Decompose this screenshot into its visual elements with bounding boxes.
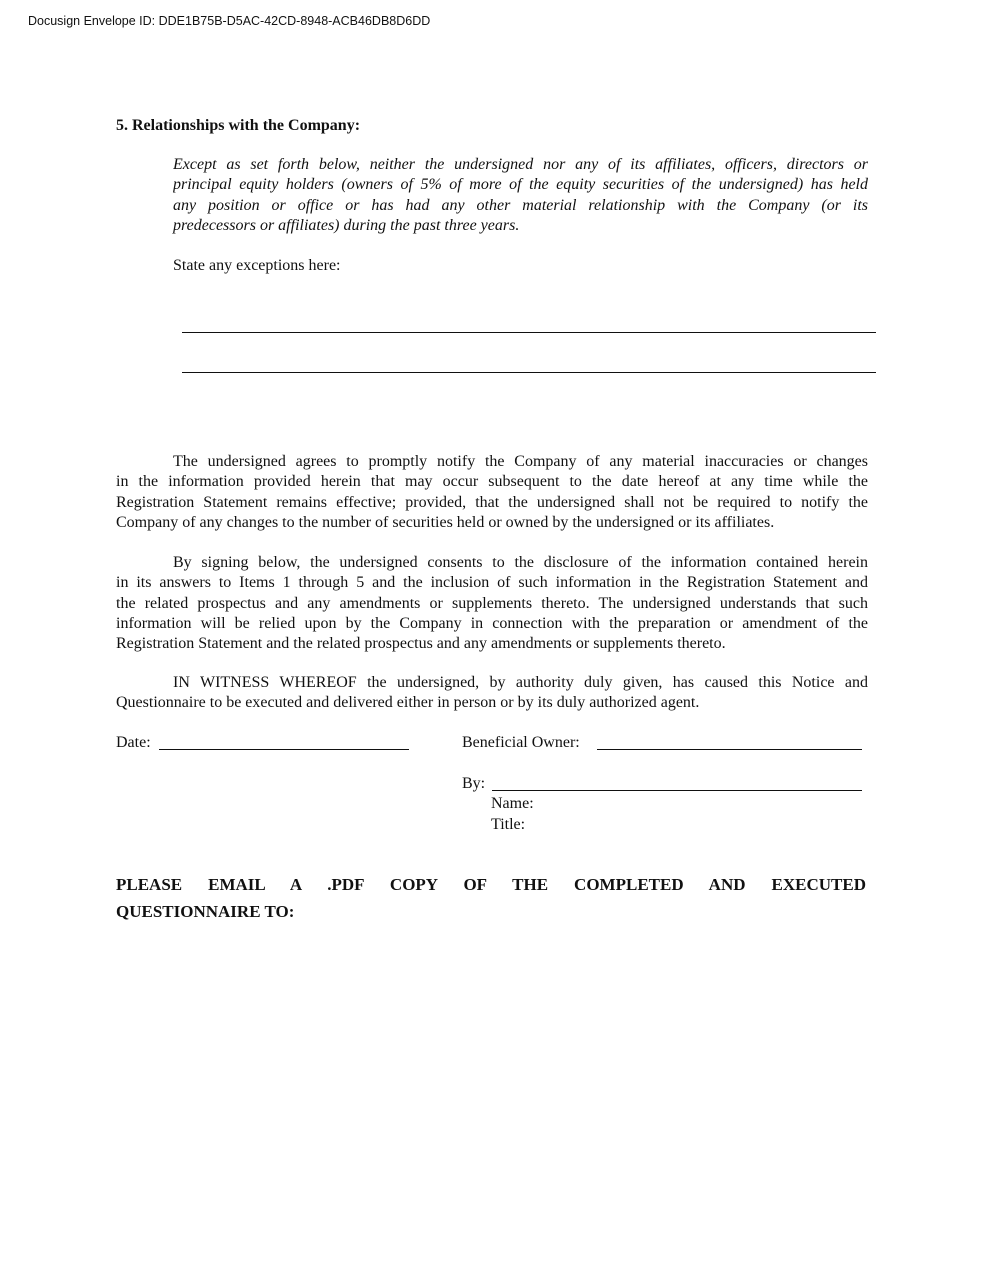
section-heading: 5. Relationships with the Company:: [116, 117, 361, 134]
paragraph-line: Company of any changes to the number of securities held or owned by the undersigned or its affiliates.: [116, 513, 775, 531]
statement-line: Except as set forth below, neither the undersigned nor any of its affiliates, officers, directors or: [173, 156, 868, 173]
exceptions-line-2[interactable]: [182, 372, 876, 373]
signature-field[interactable]: [492, 790, 862, 791]
beneficial-owner-label: Beneficial Owner:: [462, 734, 580, 751]
paragraph-line: Registration Statement remains effective; provided, that the undersigned shall not be required to notify the: [116, 493, 868, 511]
paragraph-line: The undersigned agrees to promptly notify the Company of any material inaccuracies or changes: [173, 453, 868, 470]
paragraph-line: By signing below, the undersigned consents to the disclosure of the information contained herein: [173, 554, 868, 571]
paragraph-line: in its answers to Items 1 through 5 and the inclusion of such information in the Registration Statement and: [116, 574, 868, 592]
paragraph-line: Questionnaire to be executed and delivered either in person or by its duly authorized agent.: [116, 694, 700, 712]
paragraph-line: the related prospectus and any amendments or supplements thereto. The undersigned understands that such: [116, 594, 868, 612]
exceptions-label: State any exceptions here:: [173, 257, 341, 274]
witness-paragraph: [116, 673, 868, 714]
name-label: Name:: [491, 795, 534, 812]
exceptions-line-1[interactable]: [182, 332, 876, 333]
instruction-line: QUESTIONNAIRE TO:: [116, 902, 295, 921]
notify-paragraph: [116, 452, 868, 533]
statement-line: any position or office or has had any other material relationship with the Company (or its: [173, 196, 868, 214]
paragraph-line: in the information provided herein that may occur subsequent to the date hereof at any time while the: [116, 473, 868, 491]
instruction-line: PLEASE EMAIL A .PDF COPY OF THE COMPLETED AND EXECUTED: [116, 875, 866, 894]
relationship-statement: [173, 155, 868, 236]
beneficial-owner-field[interactable]: [597, 749, 862, 750]
consent-paragraph: [116, 553, 868, 654]
paragraph-line: information will be relied upon by the Company in connection with the preparation or amendment of the: [116, 614, 868, 632]
paragraph-line: IN WITNESS WHEREOF the undersigned, by authority duly given, has caused this Notice and: [173, 674, 868, 691]
by-label: By:: [462, 775, 486, 792]
paragraph-line: Registration Statement and the related prospectus and any amendments or supplements thereto.: [116, 635, 726, 653]
date-label: Date:: [116, 734, 151, 751]
date-field[interactable]: [159, 749, 409, 750]
title-label: Title:: [491, 816, 526, 833]
statement-line: principal equity holders (owners of 5% of more of the equity securities of the undersigned) has held: [173, 176, 868, 194]
envelope-id: Docusign Envelope ID: DDE1B75B-D5AC-42CD-8948-ACB46DB8D6DD: [28, 14, 431, 28]
email-instruction: [116, 873, 866, 925]
statement-line: predecessors or affiliates) during the past three years.: [173, 216, 520, 234]
